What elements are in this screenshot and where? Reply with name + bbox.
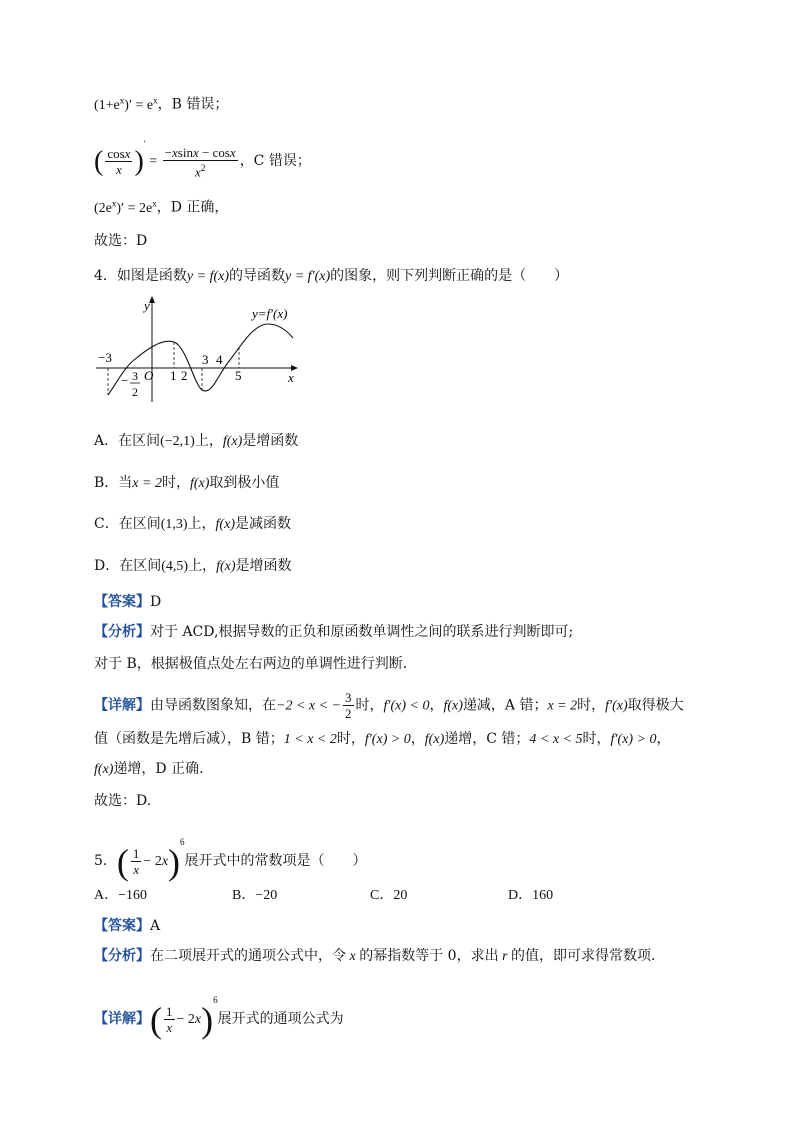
math-expression: ( $\frac{\cos x}{x}$ )′ = $\frac{-xsinx - \cos x}{x^2}$ <box>94 139 236 179</box>
math-expression: y = f(x) <box>186 269 230 284</box>
derivation-line-c <box>94 134 311 179</box>
tick-neg3: −3 <box>98 350 112 365</box>
origin-label: O <box>144 368 154 383</box>
math-expression: f(x) <box>222 434 243 449</box>
math-expression: f(x) <box>215 517 235 532</box>
math-expression: $(2e^x)' = 2e^x$ <box>94 198 157 216</box>
derivative-graph <box>94 294 304 406</box>
line-text: ，B 错误； <box>157 96 229 113</box>
math-expression: ( $\frac{1}{x}$ − 2x)$^6$ <box>116 837 185 882</box>
analysis-4-line2: 对于 B，根据极值点处左右两边的单调性进行判断. <box>94 656 408 672</box>
question-5-stem: 5．( $\frac{1}{x}$ − 2x)$^6$展开式中的常数项是（ ） <box>94 837 367 882</box>
tick-neg32-num: 3 <box>132 369 138 383</box>
math-expression: −2 < x < − <box>276 698 342 714</box>
curve-label: y=f′(x) <box>252 306 288 321</box>
detail-4-end: 故选：D. <box>94 793 152 809</box>
math-expression: ( $\frac{1}{x}$ − 2x)$^6$ <box>150 995 218 1040</box>
tick-2: 2 <box>181 368 188 383</box>
line-text: ，D 正确， <box>156 199 229 216</box>
option-5b: B．−20 <box>232 888 278 903</box>
tick-3: 3 <box>202 352 209 367</box>
option-b: B．当x = 2时，f(x)取到极小值 <box>94 475 280 491</box>
analysis-4-line1: 【分析】对于 ACD,根据导数的正负和原函数单调性之间的联系进行判断即可; <box>94 624 574 640</box>
fraction: $\frac{3}{2}$ <box>345 690 352 721</box>
math-expression: f(x) <box>189 476 210 491</box>
detail-4-line3: f(x)递增，D 正确. <box>94 761 204 777</box>
math-expression: f(x) <box>216 559 236 574</box>
analysis-5: 【分析】在二项展开式的通项公式中，令 x 的幂指数等于 0，求出 r 的值，即可求得常数项. <box>94 948 656 964</box>
question-4-stem: 4．如图是函数y = f(x)的导函数y = f′(x)的图象，则下列判断正确的是（ ） <box>94 268 569 284</box>
line-text: ，C 错误； <box>239 153 311 169</box>
answer-4: 【答案】D <box>94 594 162 610</box>
tick-4: 4 <box>216 352 223 367</box>
math-expression: y = f′(x) <box>285 269 331 284</box>
question-5-options <box>94 884 694 904</box>
option-d: D．在区间(4,5)上，f(x)是增函数 <box>94 558 292 574</box>
math-expression: $(1+e^x)' = e^x$ <box>94 95 158 113</box>
detail-4-line2: 值（函数是先增后减），B 错；1 < x < 2时，f′(x) > 0，f(x)递增，C 错；4 < x < 5时，f′(x) > 0， <box>94 731 671 747</box>
option-a: A．在区间(−2,1)上，f(x)是增函数 <box>94 433 299 449</box>
tick-5: 5 <box>235 368 242 383</box>
detail-5: 【详解】( $\frac{1}{x}$ − 2x)$^6$展开式的通项公式为 <box>94 995 344 1040</box>
option-5a: A．−160 <box>94 888 148 903</box>
answer-5: 【答案】A <box>94 918 161 934</box>
option-5d: D．160 <box>508 888 554 903</box>
tick-neg32-den: 2 <box>132 385 138 399</box>
tick-1: 1 <box>170 368 177 383</box>
detail-4-line1: 【详解】由导函数图象知，在−2 < x < − $\frac{3}{2}$ 时，f′(x) < 0，f(x)递减，A 错；x = 2时，f′(x)取得极大 <box>94 690 684 721</box>
derivation-line-b <box>94 90 228 116</box>
option-5c: C．20 <box>370 888 408 903</box>
derivation-line-d <box>94 193 228 219</box>
y-axis-arrow <box>149 296 155 303</box>
option-c: C．在区间(1,3)上，f(x)是减函数 <box>94 516 291 532</box>
conclusion-line: 故选：D <box>94 233 148 249</box>
x-axis-label: x <box>288 370 294 385</box>
y-axis-label: y <box>144 298 150 313</box>
tick-neg32-sign: − <box>121 373 129 388</box>
